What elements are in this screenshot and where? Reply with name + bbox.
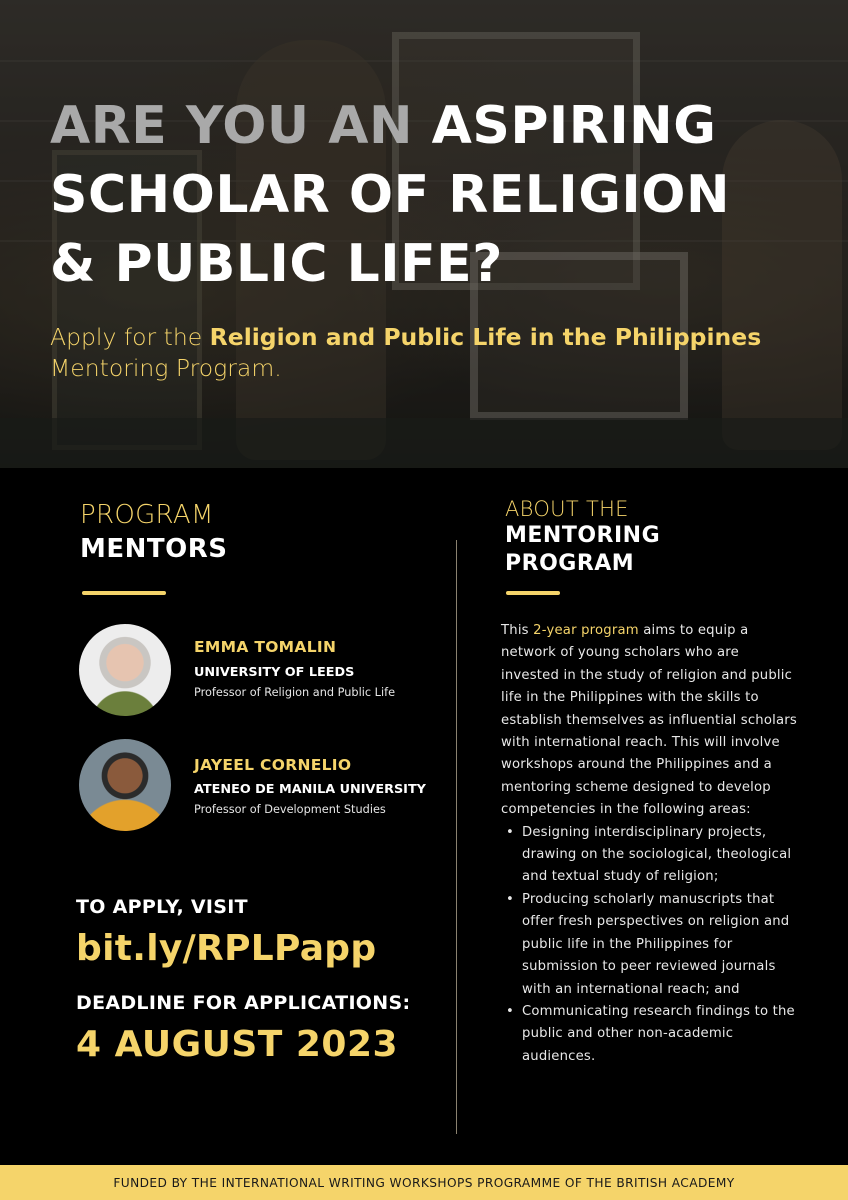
- mentor-photo: [79, 739, 171, 831]
- mentor-name: JAYEEL CORNELIO: [194, 756, 352, 774]
- mentors-heading-bold: MENTORS: [80, 534, 228, 564]
- about-heading-bold: PROGRAM: [505, 551, 635, 576]
- about-body: [501, 620, 801, 1068]
- about-intro: [501, 620, 801, 822]
- apply-link[interactable]: bit.ly/RPLPapp: [76, 928, 377, 969]
- mentor-name: EMMA TOMALIN: [194, 638, 337, 656]
- footer-text: FUNDED BY THE INTERNATIONAL WRITING WORKSHOPS PROGRAMME OF THE BRITISH ACADEMY: [113, 1175, 735, 1190]
- headline-white: SCHOLAR OF RELIGION: [50, 165, 730, 225]
- subhead-lead: Apply for the: [50, 323, 203, 351]
- about-intro-highlight: 2-year program: [533, 623, 639, 638]
- headline-grey: ARE YOU AN: [50, 96, 414, 156]
- subheadline: [50, 322, 820, 384]
- headline-white: & PUBLIC LIFE?: [50, 234, 503, 294]
- mentor-university: UNIVERSITY OF LEEDS: [194, 665, 355, 680]
- competency-list: [501, 822, 801, 1068]
- about-heading: [505, 496, 660, 578]
- headline: [50, 92, 830, 299]
- column-divider: [456, 540, 457, 1134]
- list-item: • Producing scholarly manuscripts that offer fresh perspectives on religion and public life in the Philippines for submission to peer reviewed journals with an international reach; and: [501, 889, 801, 1001]
- headline-white: ASPIRING: [431, 96, 717, 156]
- mentors-heading: [80, 498, 227, 566]
- about-heading-bold: MENTORING: [505, 523, 661, 548]
- hero-banner: [0, 0, 848, 468]
- apply-visit-label: TO APPLY, VISIT: [76, 896, 248, 918]
- footer-bar: [0, 1165, 848, 1200]
- list-item: • Communicating research findings to the public and other non-academic audiences.: [501, 1001, 801, 1068]
- mentor-role: Professor of Development Studies: [194, 803, 386, 816]
- mentor-photo: [79, 624, 171, 716]
- subhead-tail: Mentoring Program.: [50, 354, 282, 382]
- deadline-date: 4 AUGUST 2023: [76, 1024, 399, 1065]
- list-item: • Designing interdisciplinary projects, drawing on the sociological, theological and textual study of religion;: [501, 822, 801, 889]
- subhead-program-name: Religion and Public Life in the Philippines: [209, 323, 762, 351]
- about-intro-lead: This: [501, 623, 529, 638]
- about-intro-rest: aims to equip a network of young scholars who are invested in the study of religion and public life in the Philippines with the skills to establish themselves as influential scholars with international reach. This will involve workshops around the Philippines and a mentoring scheme designed to develop competencies in the following areas:: [501, 623, 797, 818]
- heading-underline: [506, 591, 560, 595]
- heading-underline: [82, 591, 166, 595]
- mentor-university: ATENEO DE MANILA UNIVERSITY: [194, 782, 426, 797]
- mentor-role: Professor of Religion and Public Life: [194, 686, 396, 699]
- mentors-heading-light: PROGRAM: [80, 500, 214, 530]
- about-heading-light: ABOUT THE: [505, 497, 629, 521]
- deadline-label: DEADLINE FOR APPLICATIONS:: [76, 992, 411, 1014]
